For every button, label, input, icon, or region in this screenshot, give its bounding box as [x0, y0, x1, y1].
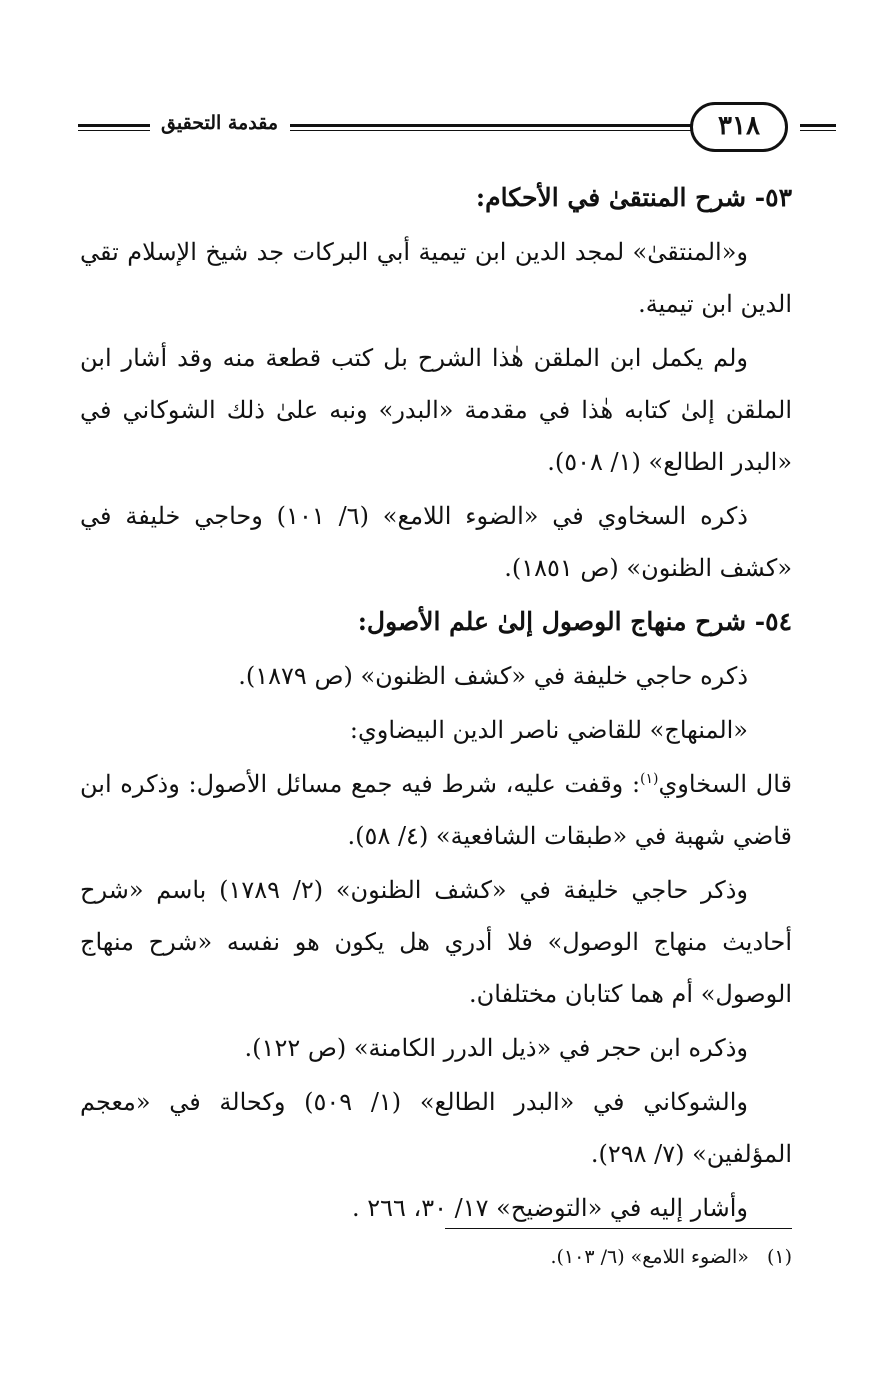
paragraph: «المنهاج» للقاضي ناصر الدين البيضاوي: [349, 716, 748, 744]
page-body [80, 172, 792, 1236]
paragraph: ولم يكمل ابن الملقن هٰذا الشرح بل كتب قطعة منه وقد أشار ابن الملقن إلىٰ كتابه هٰذا في مقدمة «البدر» ونبه علىٰ ذلك الشوكاني في «البدر الطالع» (١/ ٥٠٨). [80, 344, 792, 476]
header-rule-right [800, 124, 836, 131]
paragraph: وذكره ابن حجر في «ذيل الدرر الكامنة» (ص ١٢٢). [244, 1034, 748, 1062]
running-header [60, 98, 810, 158]
paragraph-with-footnote [80, 758, 792, 862]
entry-heading: ٥٣- شرح المنتقىٰ في الأحكام: [475, 183, 792, 212]
paragraph-text: قال السخاوي [658, 770, 792, 798]
section-title: مقدمة التحقيق [161, 112, 278, 134]
paragraph: وأشار إليه في «التوضيح» ١٧/ ٣٠، ٢٦٦ . [351, 1194, 748, 1222]
footnote-marker[interactable]: (١) [640, 771, 659, 787]
footnote [80, 1240, 792, 1274]
footnote-text: «الضوء اللامع» (٦/ ١٠٣). [550, 1246, 749, 1268]
paragraph-text: : وقفت عليه، شرط فيه جمع مسائل الأصول: وذكره ابن قاضي شهبة في «طبقات الشافعية» (٤/ ٥٨). [80, 770, 792, 850]
paragraph: ذكره السخاوي في «الضوء اللامع» (٦/ ١٠١) وحاجي خليفة في «كشف الظنون» (ص ١٨٥١). [80, 502, 792, 582]
header-rule-left [78, 124, 150, 131]
footnote-separator [445, 1228, 792, 1229]
paragraph: ذكره حاجي خليفة في «كشف الظنون» (ص ١٨٧٩). [238, 662, 748, 690]
page-number: ٣١٨ [690, 102, 788, 152]
paragraph: وذكر حاجي خليفة في «كشف الظنون» (٢/ ١٧٨٩) باسم «شرح أحاديث منهاج الوصول» فلا أدري هل يكون هو نفسه «شرح منهاج الوصول» أم هما كتابان مختلفان. [80, 876, 792, 1008]
paragraph: والشوكاني في «البدر الطالع» (١/ ٥٠٩) وكحالة في «معجم المؤلفين» (٧/ ٢٩٨). [80, 1088, 792, 1168]
footnote-number: (١) [766, 1246, 792, 1268]
header-rule-middle [290, 124, 745, 131]
paragraph: و«المنتقىٰ» لمجد الدين ابن تيمية أبي البركات جد شيخ الإسلام تقي الدين ابن تيمية. [80, 238, 792, 318]
footnotes [80, 1240, 792, 1274]
entry-heading: ٥٤- شرح منهاج الوصول إلىٰ علم الأصول: [357, 607, 792, 636]
